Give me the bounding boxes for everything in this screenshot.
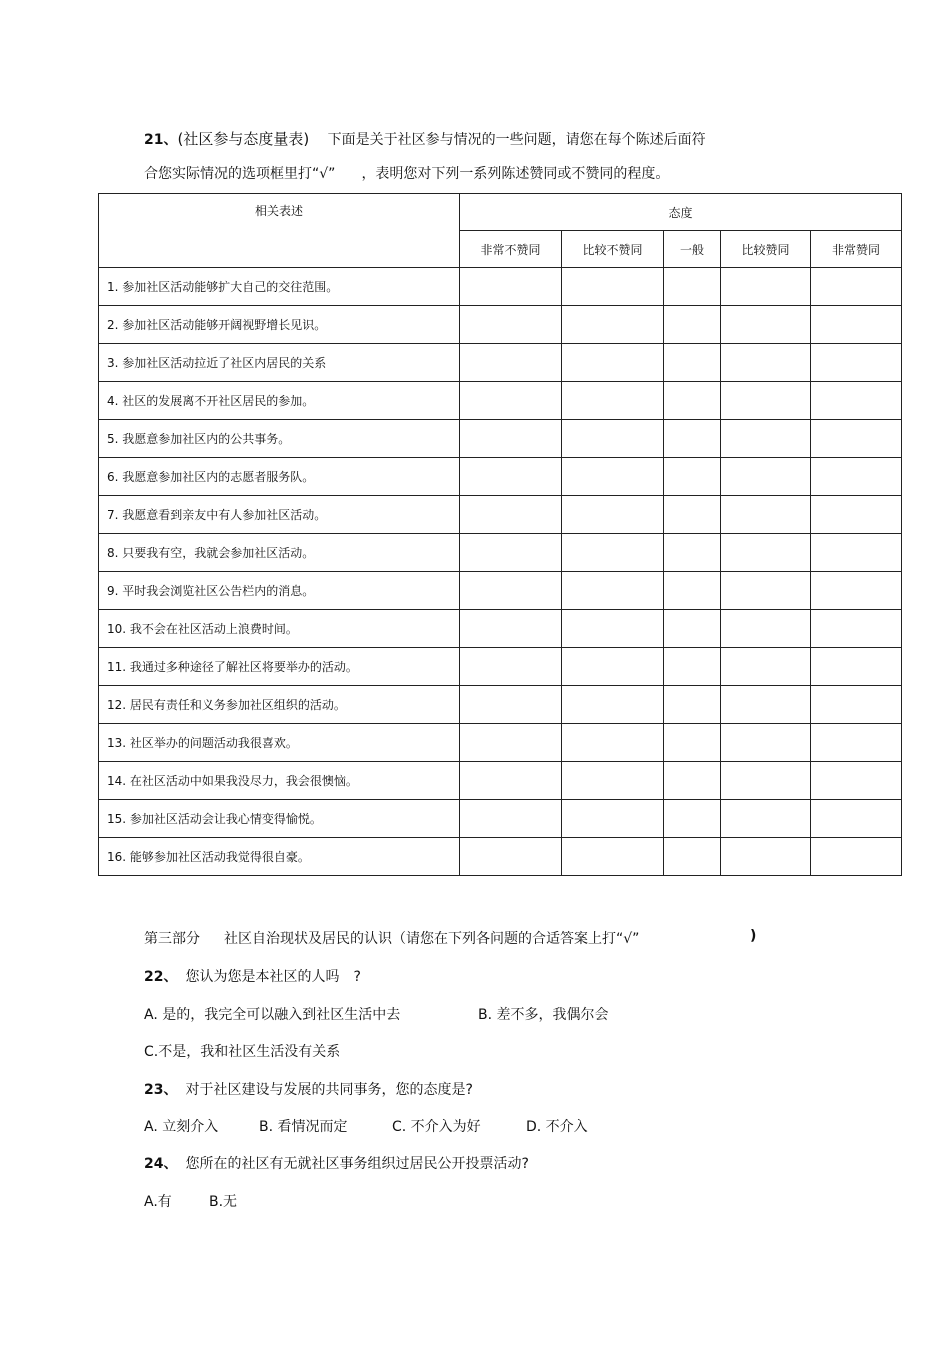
answer-cell[interactable] [811, 724, 902, 762]
q24-text: 您所在的社区有无就社区事务组织过居民公开投票活动? [185, 1156, 529, 1172]
answer-cell[interactable] [811, 268, 902, 306]
table-row [99, 762, 902, 800]
answer-cell[interactable] [721, 344, 811, 382]
statement-cell: 16. 能够参加社区活动我觉得很自豪。 [99, 838, 460, 876]
statement-cell: 4. 社区的发展离不开社区居民的参加。 [99, 382, 460, 420]
answer-cell[interactable] [811, 762, 902, 800]
table-row [99, 534, 902, 572]
answer-cell[interactable] [811, 306, 902, 344]
answer-cell[interactable] [460, 800, 562, 838]
table-row [99, 344, 902, 382]
answer-cell[interactable] [562, 610, 664, 648]
answer-cell[interactable] [562, 344, 664, 382]
intro-line-1 [144, 128, 706, 149]
answer-cell[interactable] [664, 344, 721, 382]
statement-cell: 11. 我通过多种途径了解社区将要举办的活动。 [99, 648, 460, 686]
table-row [99, 610, 902, 648]
answer-cell[interactable] [562, 686, 664, 724]
part-title: 社区自治现状及居民的认识（请您在下列各问题的合适答案上打“√” [224, 931, 640, 947]
answer-cell[interactable] [721, 496, 811, 534]
answer-cell[interactable] [721, 648, 811, 686]
answer-cell[interactable] [562, 306, 664, 344]
q23-number: 23、 [144, 1082, 178, 1098]
answer-cell[interactable] [721, 762, 811, 800]
attitude-scale-table [98, 193, 902, 876]
answer-cell[interactable] [664, 306, 721, 344]
answer-cell[interactable] [562, 268, 664, 306]
answer-cell[interactable] [664, 268, 721, 306]
header-statement: 相关表述 [99, 194, 460, 268]
answer-cell[interactable] [811, 648, 902, 686]
answer-cell[interactable] [562, 572, 664, 610]
answer-cell[interactable] [460, 610, 562, 648]
statement-cell: 8. 只要我有空，我就会参加社区活动。 [99, 534, 460, 572]
answer-cell[interactable] [721, 382, 811, 420]
q22-number: 22、 [144, 969, 178, 985]
q22-text: 您认为您是本社区的人吗 [185, 969, 340, 985]
answer-cell[interactable] [460, 458, 562, 496]
statement-cell: 5. 我愿意参加社区内的公共事务。 [99, 420, 460, 458]
answer-cell[interactable] [562, 800, 664, 838]
answer-cell[interactable] [811, 420, 902, 458]
statement-cell: 14. 在社区活动中如果我没尽力，我会很懊恼。 [99, 762, 460, 800]
q22-mark: ? [353, 969, 361, 985]
question-number: 21、 [144, 132, 178, 148]
answer-cell[interactable] [562, 458, 664, 496]
answer-cell[interactable] [721, 838, 811, 876]
answer-cell[interactable] [664, 610, 721, 648]
answer-cell[interactable] [460, 762, 562, 800]
statement-cell: 9. 平时我会浏览社区公告栏内的消息。 [99, 572, 460, 610]
answer-cell[interactable] [721, 420, 811, 458]
answer-cell[interactable] [721, 686, 811, 724]
answer-cell[interactable] [811, 458, 902, 496]
answer-cell[interactable] [460, 686, 562, 724]
answer-cell[interactable] [460, 382, 562, 420]
answer-cell[interactable] [721, 572, 811, 610]
answer-cell[interactable] [811, 800, 902, 838]
answer-cell[interactable] [664, 382, 721, 420]
answer-cell[interactable] [721, 800, 811, 838]
table-row [99, 268, 902, 306]
q22-option-a[interactable]: A. 是的，我完全可以融入到社区生活中去 [144, 1007, 401, 1023]
answer-cell[interactable] [721, 610, 811, 648]
answer-cell[interactable] [664, 572, 721, 610]
statement-cell: 13. 社区举办的问题活动我很喜欢。 [99, 724, 460, 762]
statement-cell: 7. 我愿意看到亲友中有人参加社区活动。 [99, 496, 460, 534]
answer-cell[interactable] [664, 534, 721, 572]
answer-cell[interactable] [460, 724, 562, 762]
answer-cell[interactable] [460, 268, 562, 306]
q24-option-a[interactable]: A.有 [144, 1194, 172, 1210]
answer-cell[interactable] [664, 724, 721, 762]
answer-cell[interactable] [562, 724, 664, 762]
answer-cell[interactable] [460, 648, 562, 686]
answer-cell[interactable] [811, 572, 902, 610]
answer-cell[interactable] [721, 724, 811, 762]
header-attitude: 态度 [460, 194, 902, 231]
q22-option-c[interactable]: C.不是，我和社区生活没有关系 [144, 1044, 341, 1060]
intro-text: 下面是关于社区参与情况的一些问题，请您在每个陈述后面符 [327, 132, 706, 148]
column-header: 比较不赞同 [562, 231, 664, 268]
column-header: 非常不赞同 [460, 231, 562, 268]
answer-cell[interactable] [664, 762, 721, 800]
part3-heading [144, 928, 639, 948]
answer-cell[interactable] [664, 800, 721, 838]
part-label: 第三部分 [144, 931, 200, 947]
answer-cell[interactable] [460, 534, 562, 572]
table-row [99, 686, 902, 724]
answer-cell[interactable] [811, 838, 902, 876]
q22-option-b[interactable]: B. 差不多，我偶尔会 [478, 1007, 609, 1023]
answer-cell[interactable] [811, 610, 902, 648]
q23-option-c[interactable]: C. 不介入为好 [392, 1119, 481, 1135]
column-header: 比较赞同 [721, 231, 811, 268]
q23-option-d[interactable]: D. 不介入 [526, 1119, 588, 1135]
answer-cell[interactable] [721, 268, 811, 306]
answer-cell[interactable] [562, 838, 664, 876]
part3-close-paren: ) [750, 928, 757, 944]
answer-cell[interactable] [811, 686, 902, 724]
table-row [99, 382, 902, 420]
statement-cell: 6. 我愿意参加社区内的志愿者服务队。 [99, 458, 460, 496]
answer-cell[interactable] [562, 496, 664, 534]
answer-cell[interactable] [721, 534, 811, 572]
answer-cell[interactable] [721, 306, 811, 344]
intro-text-b: ，表明您对下列一系列陈述赞同或不赞同的程度。 [361, 166, 670, 182]
table-row [99, 724, 902, 762]
statement-cell: 12. 居民有责任和义务参加社区组织的活动。 [99, 686, 460, 724]
column-header: 一般 [664, 231, 721, 268]
statement-cell: 3. 参加社区活动拉近了社区内居民的关系 [99, 344, 460, 382]
q24-number: 24、 [144, 1156, 178, 1172]
table-row [99, 496, 902, 534]
answer-cell[interactable] [664, 838, 721, 876]
table-row [99, 420, 902, 458]
q23-option-b[interactable]: B. 看情况而定 [259, 1119, 348, 1135]
answer-cell[interactable] [811, 496, 902, 534]
table-row [99, 648, 902, 686]
answer-cell[interactable] [562, 534, 664, 572]
answer-cell[interactable] [811, 344, 902, 382]
answer-cell[interactable] [460, 838, 562, 876]
answer-cell[interactable] [664, 496, 721, 534]
answer-cell[interactable] [811, 382, 902, 420]
answer-cell[interactable] [460, 306, 562, 344]
answer-cell[interactable] [460, 420, 562, 458]
table-row [99, 306, 902, 344]
answer-cell[interactable] [721, 458, 811, 496]
q23 [144, 1079, 473, 1099]
answer-cell[interactable] [664, 648, 721, 686]
q22 [144, 966, 361, 986]
table-row [99, 838, 902, 876]
q23-option-a[interactable]: A. 立刻介入 [144, 1119, 219, 1135]
statement-cell: 1. 参加社区活动能够扩大自己的交往范围。 [99, 268, 460, 306]
intro-text-a: 合您实际情况的选项框里打“√” [144, 166, 336, 182]
answer-cell[interactable] [664, 686, 721, 724]
answer-cell[interactable] [460, 344, 562, 382]
intro-line-2 [144, 163, 669, 183]
answer-cell[interactable] [811, 534, 902, 572]
scale-title: (社区参与态度量表) [177, 130, 310, 148]
answer-cell[interactable] [562, 420, 664, 458]
answer-cell[interactable] [562, 648, 664, 686]
table-row [99, 800, 902, 838]
statement-cell: 2. 参加社区活动能够开阔视野增长见识。 [99, 306, 460, 344]
answer-cell[interactable] [664, 420, 721, 458]
answer-cell[interactable] [562, 762, 664, 800]
q24-option-b[interactable]: B.无 [209, 1194, 238, 1210]
answer-cell[interactable] [460, 496, 562, 534]
table-row [99, 572, 902, 610]
statement-cell: 10. 我不会在社区活动上浪费时间。 [99, 610, 460, 648]
column-header: 非常赞同 [811, 231, 902, 268]
answer-cell[interactable] [460, 572, 562, 610]
q23-text: 对于社区建设与发展的共同事务，您的态度是? [185, 1082, 473, 1098]
q24 [144, 1153, 529, 1173]
answer-cell[interactable] [664, 458, 721, 496]
statement-cell: 15. 参加社区活动会让我心情变得愉悦。 [99, 800, 460, 838]
answer-cell[interactable] [562, 382, 664, 420]
table-row [99, 458, 902, 496]
